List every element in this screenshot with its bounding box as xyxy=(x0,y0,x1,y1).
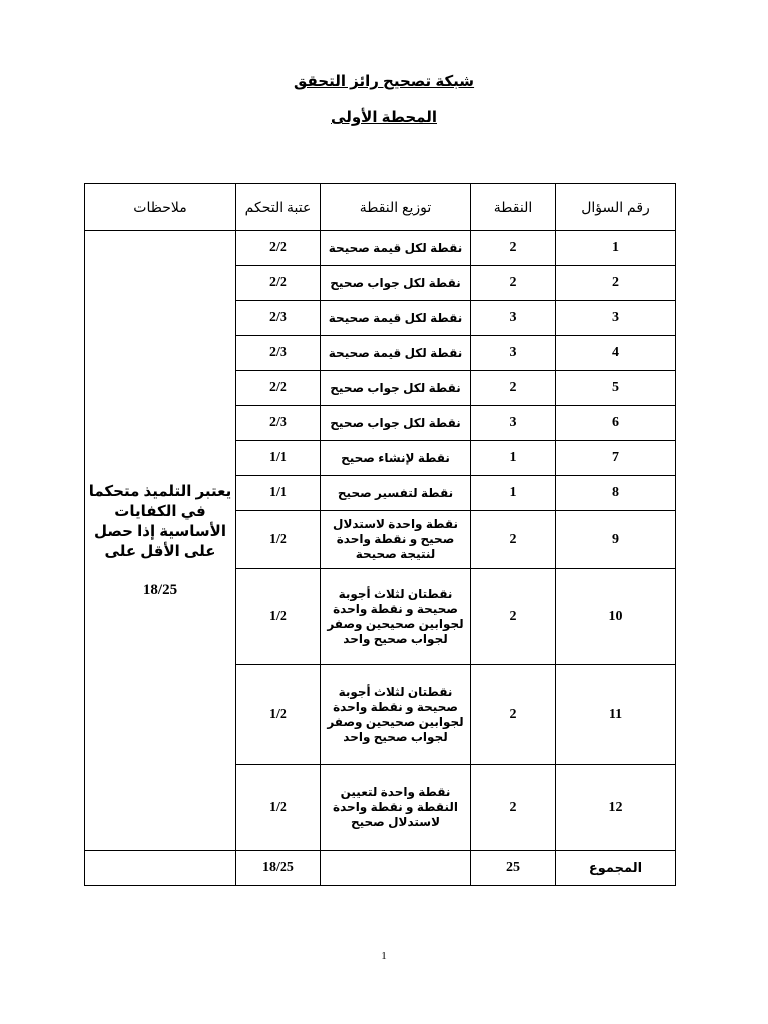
distribution-cell: نقطة واحدة لتعيين النقطة و نقطة واحدة لاستدلال صحيح xyxy=(321,765,471,851)
distribution-cell: نقطة لتفسير صحيح xyxy=(321,476,471,511)
notes-text: يعتبر التلميذ متحكما في الكفايات الأساسية إذا حصل على الأقل على xyxy=(88,482,232,560)
question-number-cell: 11 xyxy=(556,665,676,765)
document-subtitle: المحطة الأولى xyxy=(331,109,437,126)
question-number-cell: 6 xyxy=(556,406,676,441)
total-distribution-cell xyxy=(321,851,471,886)
total-row xyxy=(85,851,676,886)
question-number-cell: 2 xyxy=(556,266,676,301)
points-cell: 3 xyxy=(471,406,556,441)
question-number-cell: 8 xyxy=(556,476,676,511)
page-number: 1 xyxy=(381,950,387,962)
distribution-cell: نقطة لإنشاء صحيح xyxy=(321,441,471,476)
distribution-cell: نقطة لكل قيمة صحيحة xyxy=(321,301,471,336)
threshold-cell: 2/2 xyxy=(236,371,321,406)
points-cell: 3 xyxy=(471,336,556,371)
question-number-cell: 5 xyxy=(556,371,676,406)
threshold-cell: 2/3 xyxy=(236,336,321,371)
distribution-cell: نقطة لكل جواب صحيح xyxy=(321,371,471,406)
table-body xyxy=(85,231,676,886)
question-number-cell: 3 xyxy=(556,301,676,336)
question-number-cell: 12 xyxy=(556,765,676,851)
threshold-cell: 1/1 xyxy=(236,441,321,476)
threshold-cell: 2/3 xyxy=(236,301,321,336)
header-question: رقم السؤال xyxy=(556,184,676,231)
points-cell: 2 xyxy=(471,371,556,406)
question-number-cell: 10 xyxy=(556,569,676,665)
threshold-cell: 1/1 xyxy=(236,476,321,511)
threshold-cell: 2/2 xyxy=(236,266,321,301)
threshold-cell: 1/2 xyxy=(236,665,321,765)
points-cell: 3 xyxy=(471,301,556,336)
threshold-cell: 1/2 xyxy=(236,569,321,665)
correction-table xyxy=(84,183,676,886)
header-notes: ملاحظات xyxy=(85,184,236,231)
distribution-cell: نقطة لكل جواب صحيح xyxy=(321,406,471,441)
distribution-cell: نقطة واحدة لاستدلال صحيح و نقطة واحدة لنتيجة صحيحة xyxy=(321,511,471,569)
threshold-cell: 2/2 xyxy=(236,231,321,266)
table-header-row xyxy=(85,184,676,231)
points-cell: 1 xyxy=(471,476,556,511)
points-cell: 2 xyxy=(471,511,556,569)
question-number-cell: 9 xyxy=(556,511,676,569)
points-cell: 2 xyxy=(471,266,556,301)
threshold-cell: 1/2 xyxy=(236,511,321,569)
question-number-cell: 7 xyxy=(556,441,676,476)
total-label-cell: المجموع xyxy=(556,851,676,886)
threshold-cell: 2/3 xyxy=(236,406,321,441)
distribution-cell: نقطتان لثلاث أجوبة صحيحة و نقطة واحدة لجوابين صحيحين وصفر لجواب صحيح واحد xyxy=(321,569,471,665)
points-cell: 2 xyxy=(471,665,556,765)
question-number-cell: 4 xyxy=(556,336,676,371)
total-points-cell: 25 xyxy=(471,851,556,886)
notes-cell xyxy=(85,231,236,851)
header-distribution: توزيع النقطة xyxy=(321,184,471,231)
points-cell: 2 xyxy=(471,765,556,851)
points-cell: 2 xyxy=(471,569,556,665)
document-title: شبكة تصحيح رائز التحقق xyxy=(293,73,475,90)
distribution-cell: نقطة لكل قيمة صحيحة xyxy=(321,336,471,371)
total-threshold-cell: 18/25 xyxy=(236,851,321,886)
points-cell: 2 xyxy=(471,231,556,266)
distribution-cell: نقطتان لثلاث أجوبة صحيحة و نقطة واحدة لجوابين صحيحين وصفر لجواب صحيح واحد xyxy=(321,665,471,765)
notes-value: 18/25 xyxy=(142,581,178,598)
distribution-cell: نقطة لكل قيمة صحيحة xyxy=(321,231,471,266)
total-notes-cell xyxy=(85,851,236,886)
question-number-cell: 1 xyxy=(556,231,676,266)
distribution-cell: نقطة لكل جواب صحيح xyxy=(321,266,471,301)
header-threshold: عتبة التحكم xyxy=(236,184,321,231)
points-cell: 1 xyxy=(471,441,556,476)
table-row xyxy=(85,231,676,266)
header-points: النقطة xyxy=(471,184,556,231)
threshold-cell: 1/2 xyxy=(236,765,321,851)
